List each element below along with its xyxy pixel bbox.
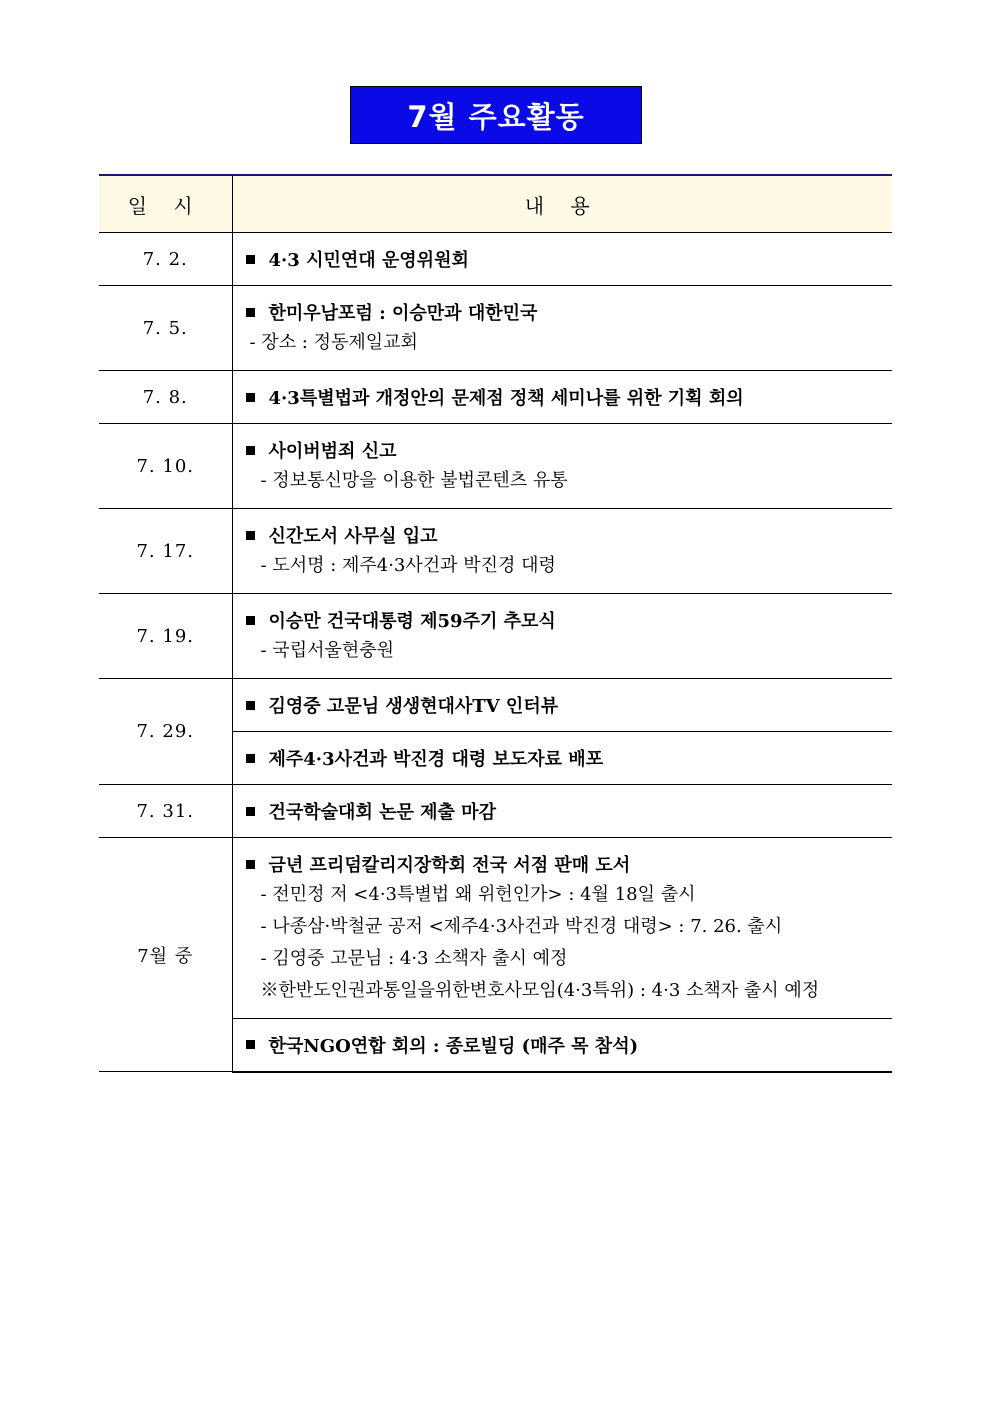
activity-note: ※한반도인권과통일을위한변호사모임(4·3특위) : 4·3 소책자 출시 예정 (260, 980, 820, 1001)
square-bullet-icon (246, 616, 255, 625)
table-row (99, 509, 892, 594)
row-date: 7월 중 (99, 838, 232, 1072)
square-bullet-icon (246, 393, 255, 402)
row-content (232, 233, 892, 286)
activity-detail: - 정보통신망을 이용한 불법콘텐츠 유통 (260, 470, 568, 491)
activity-text: 이승만 건국대통령 제59주기 추모식 (268, 611, 556, 632)
activity-text: 4·3특별법과 개정안의 문제점 정책 세미나를 위한 기획 회의 (268, 388, 744, 409)
activity-item (246, 690, 893, 720)
square-bullet-icon (246, 754, 255, 763)
row-content (232, 594, 892, 679)
square-bullet-icon (246, 1040, 255, 1049)
row-content (232, 424, 892, 509)
square-bullet-icon (246, 860, 255, 869)
row-date: 7. 17. (99, 509, 232, 594)
table-row (99, 679, 892, 732)
square-bullet-icon (246, 255, 255, 264)
activity-text: 한미우남포럼 : 이승만과 대한민국 (268, 303, 538, 324)
activity-item (246, 849, 893, 879)
square-bullet-icon (246, 308, 255, 317)
row-content (232, 1019, 892, 1072)
activity-item (246, 520, 893, 550)
row-content (232, 371, 892, 424)
activity-text: 금년 프리덤칼리지장학회 전국 서점 판매 도서 (268, 855, 631, 876)
activity-text: 4·3 시민연대 운영위원회 (268, 250, 469, 271)
schedule-table (99, 174, 892, 1073)
row-date: 7. 5. (99, 286, 232, 371)
activity-detail: - 전민정 저 <4·3특별법 왜 위헌인가> : 4월 18일 출시 (260, 884, 696, 905)
activity-item (246, 244, 893, 274)
row-date: 7. 29. (99, 679, 232, 785)
activity-detail: - 나종삼·박철균 공저 <제주4·3사건과 박진경 대령> : 7. 26. 출시 (260, 916, 783, 937)
row-content (232, 679, 892, 732)
activity-text: 건국학술대회 논문 제출 마감 (268, 802, 496, 823)
activity-detail: - 장소 : 정동제일교회 (249, 332, 418, 353)
activity-item (246, 605, 893, 635)
row-date: 7. 8. (99, 371, 232, 424)
activity-item (246, 743, 893, 773)
table-row (99, 233, 892, 286)
row-content (232, 838, 892, 1019)
activity-item (246, 297, 893, 327)
header-date: 일 시 (99, 175, 232, 233)
table-row (99, 785, 892, 838)
row-content (232, 785, 892, 838)
row-date: 7. 10. (99, 424, 232, 509)
table-row (99, 838, 892, 1019)
activity-detail: - 국립서울현충원 (260, 640, 395, 661)
square-bullet-icon (246, 446, 255, 455)
square-bullet-icon (246, 531, 255, 540)
square-bullet-icon (246, 807, 255, 816)
activity-text: 김영중 고문님 생생현대사TV 인터뷰 (268, 696, 559, 717)
header-content: 내 용 (232, 175, 892, 233)
row-date: 7. 19. (99, 594, 232, 679)
activity-item (246, 435, 893, 465)
row-date: 7. 31. (99, 785, 232, 838)
activity-item (246, 796, 893, 826)
table-row (99, 371, 892, 424)
activity-text: 한국NGO연합 회의 : 종로빌딩 (매주 목 참석) (268, 1035, 639, 1057)
table-row (99, 286, 892, 371)
activity-detail: - 도서명 : 제주4·3사건과 박진경 대령 (260, 555, 556, 576)
square-bullet-icon (246, 701, 255, 710)
activity-item (246, 382, 893, 412)
header-row (99, 175, 892, 233)
page-title: 7월 주요활동 (407, 99, 585, 134)
activity-text: 사이버범죄 신고 (268, 441, 397, 462)
row-date: 7. 2. (99, 233, 232, 286)
activity-detail: - 김영중 고문님 : 4·3 소책자 출시 예정 (260, 948, 568, 969)
table-row (99, 594, 892, 679)
row-content (232, 286, 892, 371)
activity-item (246, 1030, 893, 1060)
activity-text: 신간도서 사무실 입고 (268, 526, 438, 547)
title-banner (350, 86, 642, 144)
row-content (232, 732, 892, 785)
row-content (232, 509, 892, 594)
table-row (99, 424, 892, 509)
activity-text: 제주4·3사건과 박진경 대령 보도자료 배포 (268, 749, 604, 770)
